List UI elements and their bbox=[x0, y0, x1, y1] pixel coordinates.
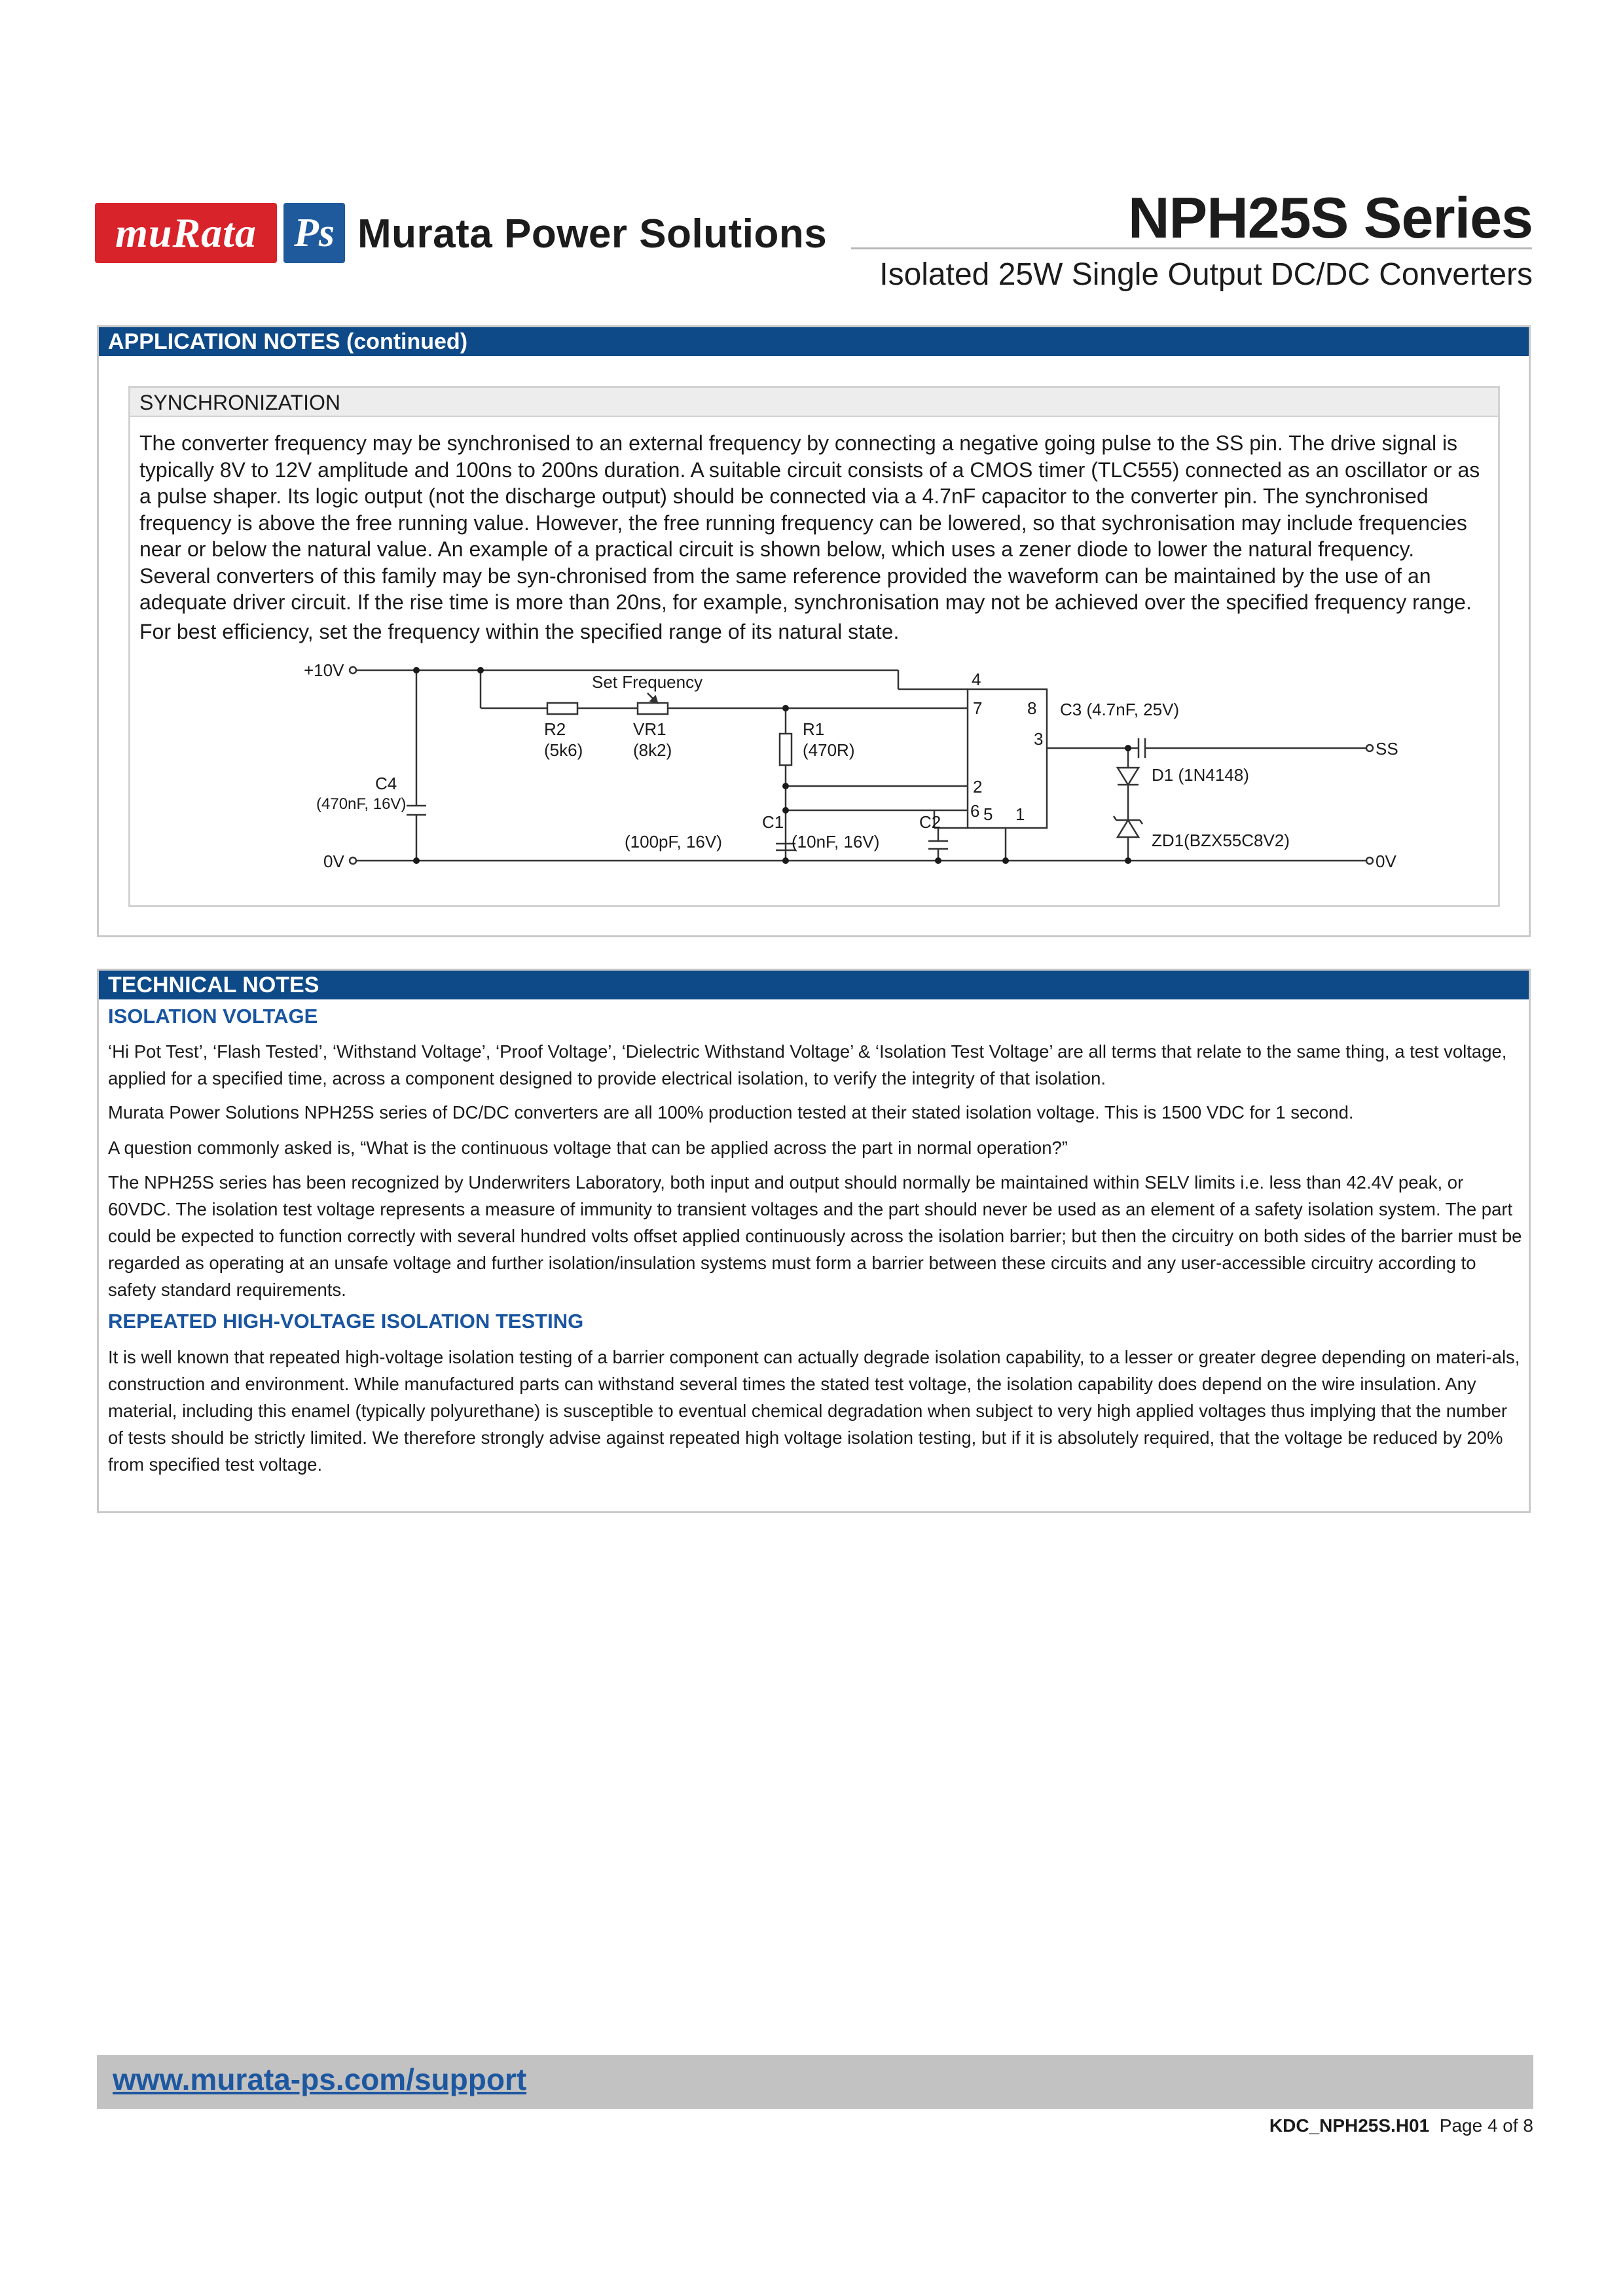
technical-notes-panel bbox=[97, 969, 1531, 1513]
c2-name: C2 bbox=[919, 812, 941, 832]
synchronization-paragraph: The converter frequency may be synchronised to an external frequency by connecting a negative going pulse to the SS pin. The drive signal is typically 8V to 12V amplitude and 100ns to 200ns duration. A suitable circuit consists of a CMOS timer (TLC555) connected as an oscillator or as a pulse shaper. Its logic output (not the discharge output) should be connected via a 4.7nF capacitor to the converter pin. The synchronised frequency is above the free running value. However, the free running frequency can be lowered, so that sychronisation may include frequencies near or below the natural value. An example of a practical circuit is shown below, which uses a zener diode to lower the natural frequency. Several converters of this family may be syn-chronised from the same reference provided the waveform can be maintained by the use of an adequate driver circuit. If the rise time is more than 20ns, for example, synchronisation may not be achieved over the specified frequency range. bbox=[139, 431, 1480, 614]
d1-label: D1 (1N4148) bbox=[1152, 765, 1249, 785]
r2-value: (5k6) bbox=[544, 740, 583, 760]
synchronization-box bbox=[128, 386, 1500, 907]
repeated-testing-heading: REPEATED HIGH-VOLTAGE ISOLATION TESTING bbox=[108, 1310, 584, 1333]
isolation-paragraph-3: A question commonly asked is, “What is the continuous voltage that can be applied across the part in normal operation?” bbox=[108, 1138, 1068, 1158]
r1-value: (470R) bbox=[803, 740, 855, 760]
pin-6-label: 6 bbox=[970, 801, 980, 821]
pin-1-label: 1 bbox=[1015, 804, 1025, 824]
vr1-name: VR1 bbox=[633, 719, 666, 739]
pin-5-label: 5 bbox=[983, 804, 993, 824]
pin-3-label: 3 bbox=[1034, 729, 1044, 749]
isolation-voltage-heading: ISOLATION VOLTAGE bbox=[108, 1005, 318, 1028]
output-ground-label: 0V bbox=[1376, 852, 1396, 871]
c4-name: C4 bbox=[375, 774, 397, 793]
pin-8-label: 8 bbox=[1027, 698, 1037, 718]
brand-name: Murata Power Solutions bbox=[357, 211, 828, 257]
zd1-label: ZD1(BZX55C8V2) bbox=[1152, 831, 1290, 850]
support-link[interactable]: www.murata-ps.com/support bbox=[113, 2062, 527, 2096]
synchronization-title: SYNCHRONIZATION bbox=[130, 388, 1498, 417]
c4-value: (470nF, 16V) bbox=[316, 795, 407, 813]
r2-name: R2 bbox=[544, 719, 566, 739]
application-notes-panel bbox=[97, 325, 1531, 937]
ground-label: 0V bbox=[323, 852, 344, 871]
series-title: NPH25S Series bbox=[1127, 185, 1533, 250]
ps-logo bbox=[283, 203, 345, 263]
murata-logo bbox=[95, 203, 277, 263]
c3-label: C3 (4.7nF, 25V) bbox=[1060, 700, 1180, 719]
c2-value: (10nF, 16V) bbox=[792, 832, 880, 852]
isolation-paragraph-1: ‘Hi Pot Test’, ‘Flash Tested’, ‘Withstand Voltage’, ‘Proof Voltage’, ‘Dielectric Withstand Voltage’ & ‘Isolation Test Voltage’ are all terms that relate to the same thing, a test voltage, applied for a specified time, across a component designed to provide electrical isolation, to verify the integrity of that isolation. bbox=[108, 1041, 1507, 1088]
isolation-paragraph-4: The NPH25S series has been recognized by Underwriters Laboratory, both input and output should normally be maintained within SELV limits i.e. less than 42.4V peak, or 60VDC. The isolation test voltage represents a measure of immunity to transient voltages and the part should never be used as an element of a safety isolation system. The part could be expected to function correctly with several hundred volts offset applied continuously across the isolation barrier; but then the circuitry on both sides of the barrier must be regarded as operating at an unsafe voltage and further isolation/insulation systems must form a barrier between these circuits and any user-accessible circuitry according to safety standard requirements. bbox=[108, 1172, 1522, 1300]
supply-label: +10V bbox=[304, 660, 344, 680]
efficiency-paragraph: For best efficiency, set the frequency within the specified range of its natural state. bbox=[139, 620, 900, 643]
pin-7-label: 7 bbox=[973, 698, 983, 718]
page-number: Page 4 of 8 bbox=[1439, 2115, 1533, 2136]
c1-name: C1 bbox=[762, 812, 784, 832]
ps-logo-text: Ps bbox=[294, 210, 335, 255]
document-code: KDC_NPH25S.H01 bbox=[1269, 2115, 1430, 2136]
c1-value: (100pF, 16V) bbox=[625, 832, 722, 852]
set-frequency-label: Set Frequency bbox=[592, 672, 703, 692]
pin-4-label: 4 bbox=[972, 670, 981, 689]
repeated-testing-paragraph: It is well known that repeated high-voltage isolation testing of a barrier component can actually degrade isolation capability, to a lesser or greater degree depending on materi-als, construction and environment. While manufactured parts can withstand several times the stated test voltage, the isolation capability does depend on the wire insulation. Any material, including this enamel (typically polyurethane) is susceptible to eventual chemical degradation when subject to very high applied voltages thus implying that the number of tests should be strictly limited. We therefore strongly advise against repeated high voltage isolation testing, but if it is absolutely required, that the voltage be reduced by 20% from specified test voltage. bbox=[108, 1347, 1520, 1475]
footer-doc-id bbox=[1269, 2115, 1533, 2136]
series-subtitle: Isolated 25W Single Output DC/DC Converters bbox=[879, 257, 1533, 292]
r1-name: R1 bbox=[803, 719, 825, 739]
sync-circuit-diagram bbox=[130, 388, 1502, 909]
application-notes-title: APPLICATION NOTES (continued) bbox=[99, 327, 1529, 356]
vr1-value: (8k2) bbox=[633, 740, 672, 760]
murata-logo-text: muRata bbox=[115, 209, 257, 256]
technical-notes-title: TECHNICAL NOTES bbox=[99, 971, 1529, 999]
ss-label: SS bbox=[1376, 739, 1398, 759]
pin-2-label: 2 bbox=[973, 777, 983, 797]
isolation-paragraph-2: Murata Power Solutions NPH25S series of DC/DC converters are all 100% production tested at their stated isolation voltage. This is 1500 VDC for 1 second. bbox=[108, 1102, 1354, 1122]
